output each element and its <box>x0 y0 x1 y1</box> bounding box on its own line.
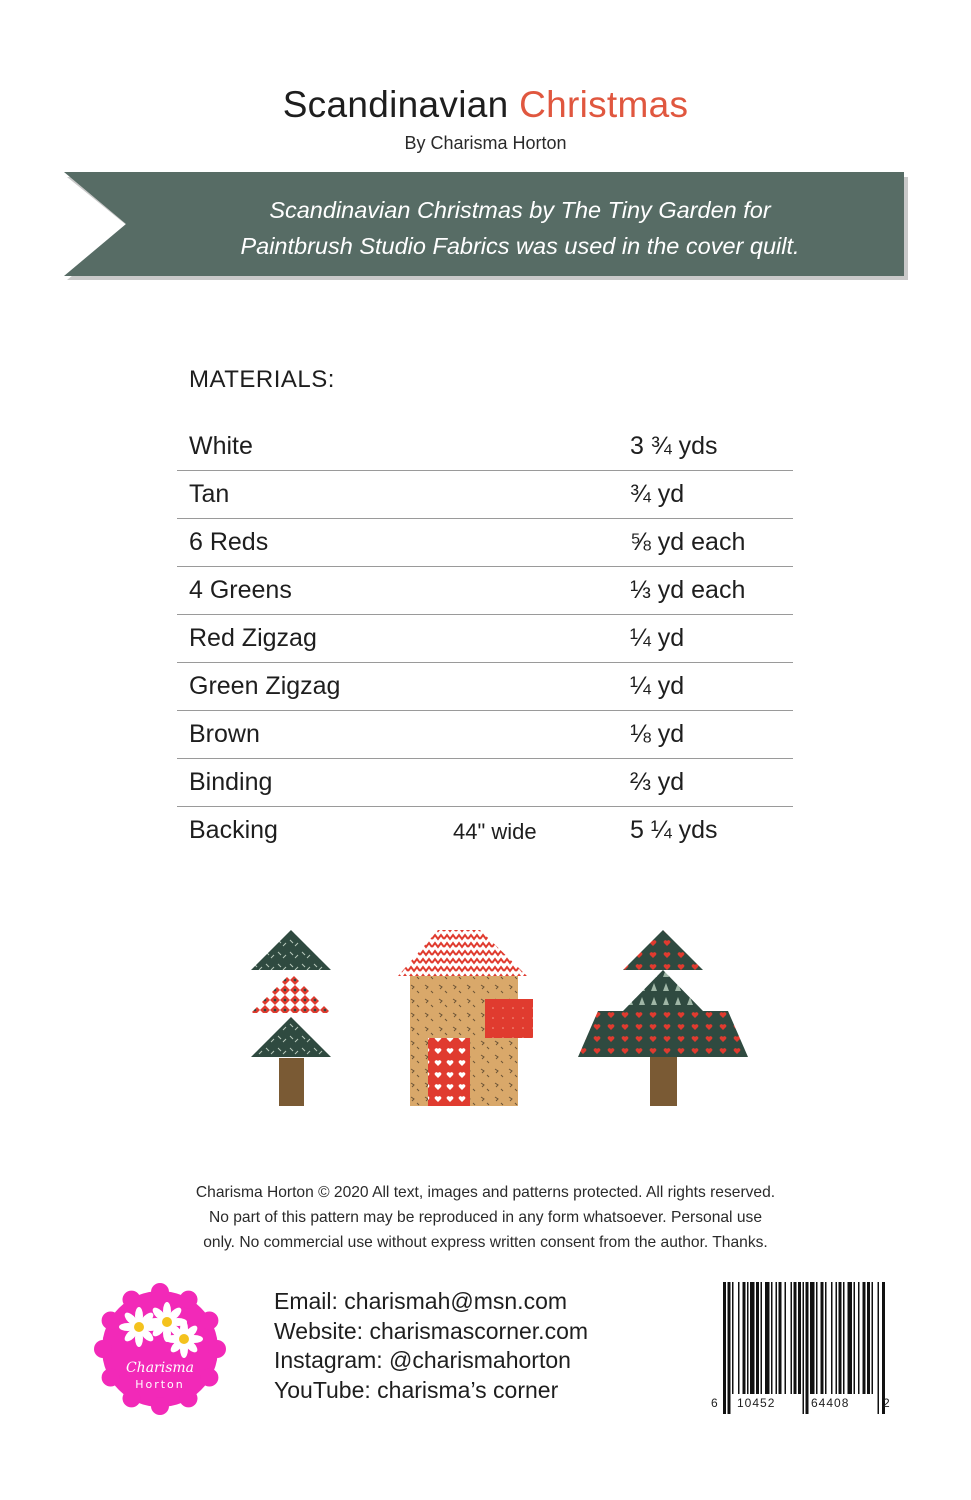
material-quantity: ¾ yd <box>630 480 685 508</box>
materials-row <box>177 759 793 807</box>
barcode-bar <box>728 1282 731 1414</box>
barcode-bar <box>831 1282 833 1394</box>
contact-info <box>274 1287 588 1405</box>
material-quantity: 3 ¾ yds <box>630 432 718 460</box>
material-quantity: ¼ yd <box>630 672 685 700</box>
materials-heading: MATERIALS: <box>189 366 335 393</box>
barcode-bar <box>779 1282 782 1394</box>
material-quantity: 5 ¼ yds <box>630 816 718 844</box>
material-name: Brown <box>189 720 260 748</box>
materials-row <box>177 423 793 471</box>
barcode-bar <box>821 1282 824 1394</box>
materials-row <box>177 567 793 615</box>
barcode-bar <box>858 1282 860 1394</box>
material-quantity: ¼ yd <box>630 624 685 652</box>
materials-row <box>177 615 793 663</box>
material-quantity: ⅔ yd <box>630 768 685 796</box>
barcode-bar <box>806 1282 809 1414</box>
barcode-bar <box>794 1282 797 1394</box>
banner-line-1: Scandinavian Christmas by The Tiny Garden for <box>269 197 771 223</box>
material-quantity: ⅛ yd <box>630 720 685 748</box>
barcode-bar <box>872 1282 874 1394</box>
contact-email[interactable]: Email: charismah@msn.com <box>274 1288 568 1314</box>
material-name: Green Zigzag <box>189 672 341 700</box>
materials-table <box>177 423 793 854</box>
material-quantity: ⅓ yd each <box>630 576 746 604</box>
barcode-bar <box>848 1282 853 1394</box>
barcode-bar <box>798 1282 801 1394</box>
materials-row <box>177 807 793 854</box>
barcode-bar <box>791 1282 793 1394</box>
banner-text <box>150 192 890 264</box>
material-name: Binding <box>189 768 273 796</box>
barcode-bar <box>839 1282 842 1394</box>
charisma-horton-logo <box>93 1282 227 1416</box>
barcode-bar <box>743 1282 746 1394</box>
material-name: White <box>189 432 253 460</box>
title-main: Scandinavian <box>282 84 509 125</box>
barcode-bar <box>761 1282 763 1394</box>
fabric-banner <box>64 172 908 280</box>
barcode-bar <box>785 1282 787 1394</box>
contact-website[interactable]: Website: charismascorner.com <box>274 1317 589 1344</box>
barcode-bar <box>810 1282 815 1394</box>
material-quantity: ⅝ yd each <box>630 528 746 556</box>
barcode-bar <box>803 1282 805 1414</box>
quilt-blocks-illustration <box>240 925 760 1115</box>
material-note: 44" wide <box>453 819 537 844</box>
barcode-bar <box>723 1282 726 1414</box>
material-name: Red Zigzag <box>189 624 317 652</box>
barcode-bar <box>732 1282 734 1394</box>
copyright-notice <box>0 1180 971 1255</box>
barcode-bar <box>738 1282 740 1394</box>
byline: By Charisma Horton <box>404 133 567 153</box>
barcode-bar <box>863 1282 866 1394</box>
barcode-digit-lead: 6 <box>711 1396 718 1410</box>
logo-line-1: Charisma <box>125 1360 195 1376</box>
material-name: Backing <box>189 816 278 844</box>
copyright-line-2: No part of this pattern may be reproduced in any form whatsoever. Personal use <box>208 1209 762 1226</box>
material-name: 6 Reds <box>189 528 269 556</box>
barcode-bar <box>747 1282 749 1394</box>
barcode-bar <box>843 1282 845 1394</box>
copyright-line-1: Charisma Horton © 2020 All text, images and patterns protected. All rights reserved. <box>195 1184 776 1201</box>
title-accent: Christmas <box>519 84 689 125</box>
materials-row <box>177 711 793 759</box>
contact-youtube[interactable]: YouTube: charisma’s corner <box>274 1376 559 1403</box>
banner-line-2: Paintbrush Studio Fabrics was used in the cover quilt. <box>240 233 800 259</box>
material-name: 4 Greens <box>189 576 292 604</box>
barcode-bar <box>854 1282 856 1394</box>
contact-instagram[interactable]: Instagram: @charismahorton <box>274 1347 571 1373</box>
barcode-bar <box>825 1282 827 1394</box>
large-tree-icon <box>578 930 748 1106</box>
barcode-bar <box>878 1282 880 1414</box>
barcode-bar <box>765 1282 770 1394</box>
small-tree-icon <box>251 930 331 1106</box>
barcode-bar <box>867 1282 870 1394</box>
barcode-icon <box>711 1282 891 1414</box>
page-title <box>0 84 971 126</box>
barcode-bar <box>816 1282 818 1394</box>
materials-row <box>177 471 793 519</box>
barcode-bar <box>771 1282 773 1394</box>
barcode-bar <box>750 1282 755 1394</box>
logo-line-2: Horton <box>135 1378 185 1391</box>
barcode-bar <box>776 1282 778 1394</box>
materials-row <box>177 663 793 711</box>
barcode-group-1: 10452 <box>737 1396 776 1410</box>
barcode-group-2: 64408 <box>811 1396 850 1410</box>
barcode-bar <box>882 1282 885 1414</box>
house-icon <box>398 930 533 1106</box>
copyright-line-3: only. No commercial use without express written consent from the author. Thanks. <box>203 1234 768 1251</box>
barcode-bar <box>756 1282 759 1394</box>
barcode-digit-check: 2 <box>883 1396 890 1410</box>
materials-row <box>177 519 793 567</box>
material-name: Tan <box>189 480 230 508</box>
barcode-bar <box>836 1282 838 1394</box>
barcode-digits <box>711 1396 891 1414</box>
